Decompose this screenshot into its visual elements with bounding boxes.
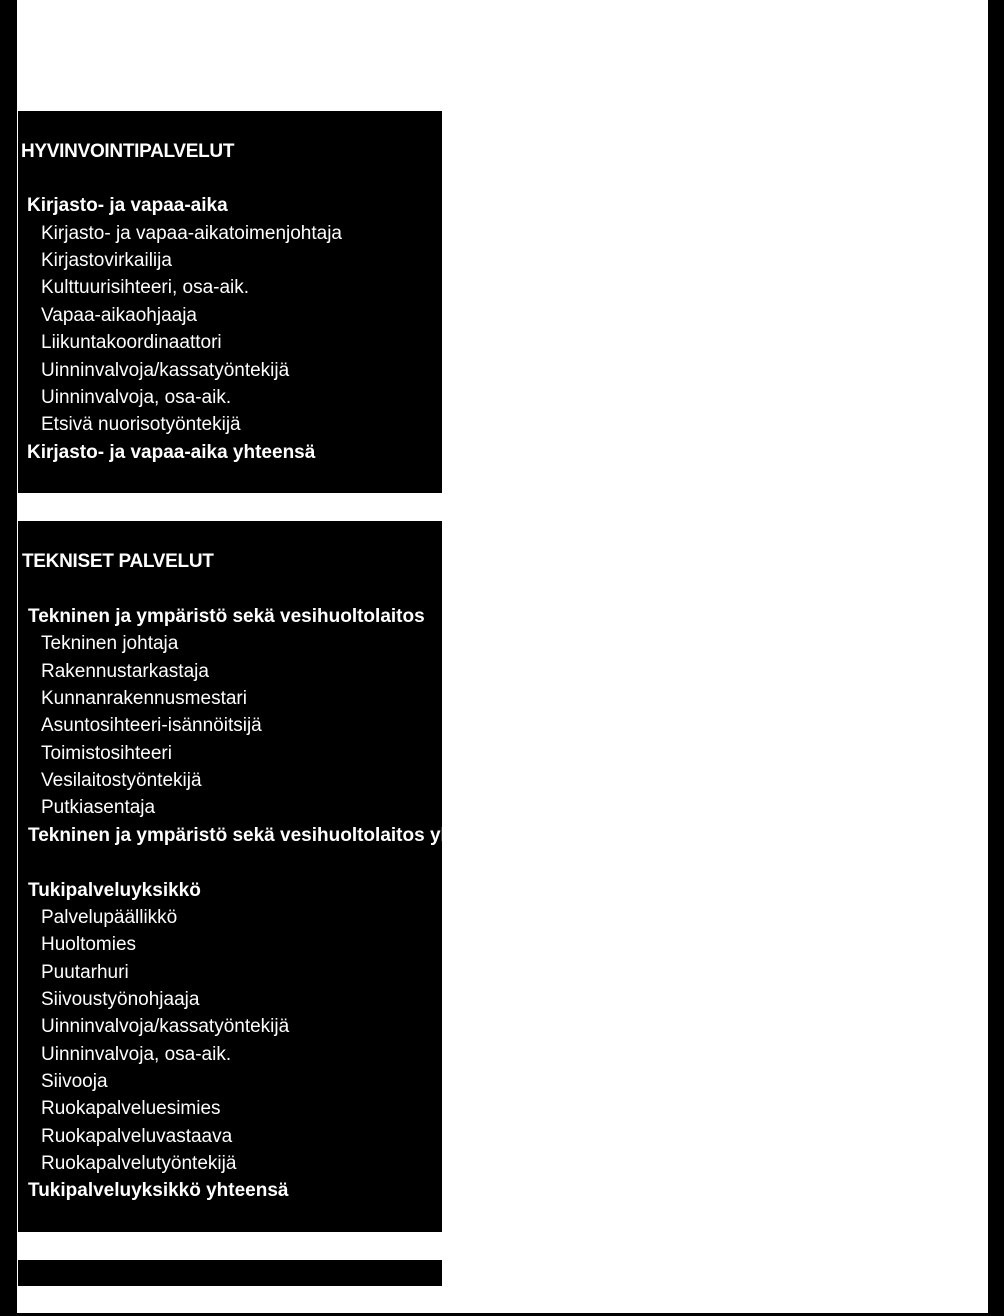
list-item: Liikuntakoordinaattori [41, 332, 222, 353]
list-item: Uinninvalvoja, osa-aik. [41, 387, 232, 408]
list-item: Kunnanrakennusmestari [41, 688, 247, 709]
list-item: Asuntosihteeri-isännöitsijä [41, 715, 262, 736]
list-item: Kirjastovirkailija [41, 250, 172, 271]
section-total: Kirjasto- ja vapaa-aika yhteensä [27, 442, 316, 463]
list-item: Uinninvalvoja/kassatyöntekijä [41, 360, 290, 381]
list-item: Palvelupäällikkö [41, 907, 178, 928]
list-item: Siivoustyönohjaaja [41, 989, 200, 1010]
list-item: Puutarhuri [41, 962, 129, 983]
list-item: Toimistosihteeri [41, 743, 172, 764]
list-item: Uinninvalvoja/kassatyöntekijä [41, 1016, 290, 1037]
list-item: Kirjasto- ja vapaa-aikatoimenjohtaja [41, 223, 342, 244]
section-total: Tekninen ja ympäristö sekä vesihuoltolaitos yhteensä [28, 825, 513, 846]
list-item: Vesilaitostyöntekijä [41, 770, 202, 791]
list-item: Tekninen johtaja [41, 633, 179, 654]
list-item: Ruokapalvelutyöntekijä [41, 1153, 237, 1174]
section-total: Tukipalveluyksikkö yhteensä [28, 1180, 289, 1201]
section-heading: Tekninen ja ympäristö sekä vesihuoltolaitos [28, 606, 425, 627]
panel-tekniset-palvelut [18, 521, 513, 1232]
bottom-bar [18, 1260, 442, 1286]
list-item: Ruokapalveluvastaava [41, 1126, 233, 1147]
list-item: Vapaa-aikaohjaaja [41, 305, 197, 326]
list-item: Uinninvalvoja, osa-aik. [41, 1044, 232, 1065]
section-heading: Tukipalveluyksikkö [28, 880, 201, 901]
group-title: HYVINVOINTIPALVELUT [21, 141, 235, 162]
list-item: Kulttuurisihteeri, osa-aik. [41, 277, 250, 298]
list-item: Siivooja [41, 1071, 108, 1092]
list-item: Ruokapalveluesimies [41, 1098, 221, 1119]
list-item: Rakennustarkastaja [41, 661, 209, 682]
list-item: Huoltomies [41, 934, 137, 955]
list-item: Putkiasentaja [41, 797, 156, 818]
group-title: TEKNISET PALVELUT [22, 551, 214, 572]
section-heading: Kirjasto- ja vapaa-aika [27, 195, 228, 216]
panel-hyvinvointipalvelut [18, 111, 442, 493]
list-item: Etsivä nuorisotyöntekijä [41, 414, 241, 435]
